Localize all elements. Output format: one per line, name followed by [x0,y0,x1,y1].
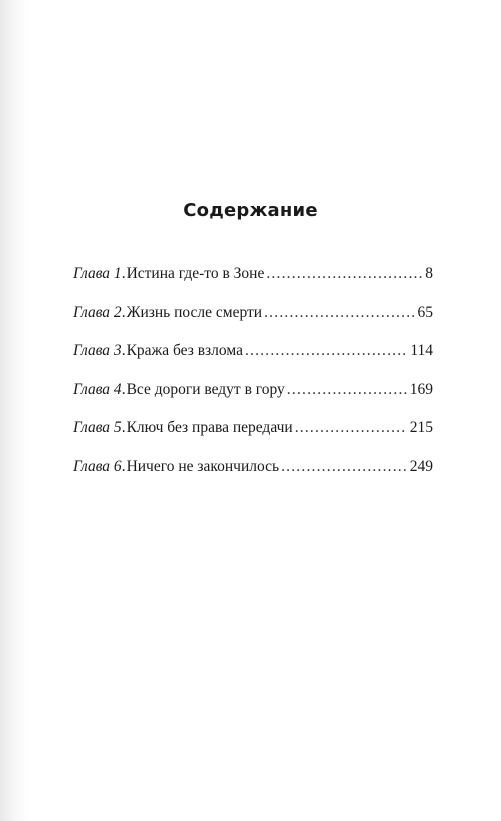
chapter-title: Кража без взлома [126,342,243,359]
dot-leader [287,381,407,399]
chapter-title: Ключ без права передачи [126,419,293,436]
toc-entry[interactable]: Глава 1 . Истина где-то в Зоне ..... 8 [73,265,433,304]
chapter-title: Истина где-то в Зоне [126,265,265,282]
chapter-title: Ничего не закончилось [126,457,280,475]
toc-entry[interactable]: Глава 6 . Ничего не закончилось ..... 249 [73,458,433,497]
toc-entry[interactable]: Глава 5 . Ключ без права передачи ..... 215 [73,419,433,458]
chapter-label: Глава 6 [73,457,122,475]
page-number: 215 [409,419,433,436]
dot-leader [264,304,414,322]
chapter-label: Глава 5 [73,419,122,436]
chapter-label: Глава 1 [73,265,122,282]
page-number: 8 [425,265,433,282]
page-number: 249 [409,457,433,475]
dot-leader [245,342,407,360]
dot-leader [281,458,407,476]
dot-leader [295,419,407,437]
page-number: 169 [409,380,433,398]
toc-heading: Содержание [183,200,318,221]
toc-entry[interactable]: Глава 3 . Кража без взлома ..... 114 [73,342,433,381]
chapter-label: Глава 2 [73,303,122,321]
page-number: 114 [410,342,433,359]
toc-entry[interactable]: Глава 2 . Жизнь после смерти ..... 65 [73,304,433,343]
chapter-label: Глава 3 [73,342,122,359]
page-number: 65 [417,303,433,321]
dot-leader [266,265,422,283]
toc-list [73,265,433,496]
chapter-title: Все дороги ведут в гору [126,380,285,398]
chapter-label: Глава 4 [73,380,122,398]
toc-entry[interactable]: Глава 4 . Все дороги ведут в гору ..... 169 [73,381,433,420]
page-gutter-shadow [0,0,30,821]
chapter-title: Жизнь после смерти [126,303,263,321]
